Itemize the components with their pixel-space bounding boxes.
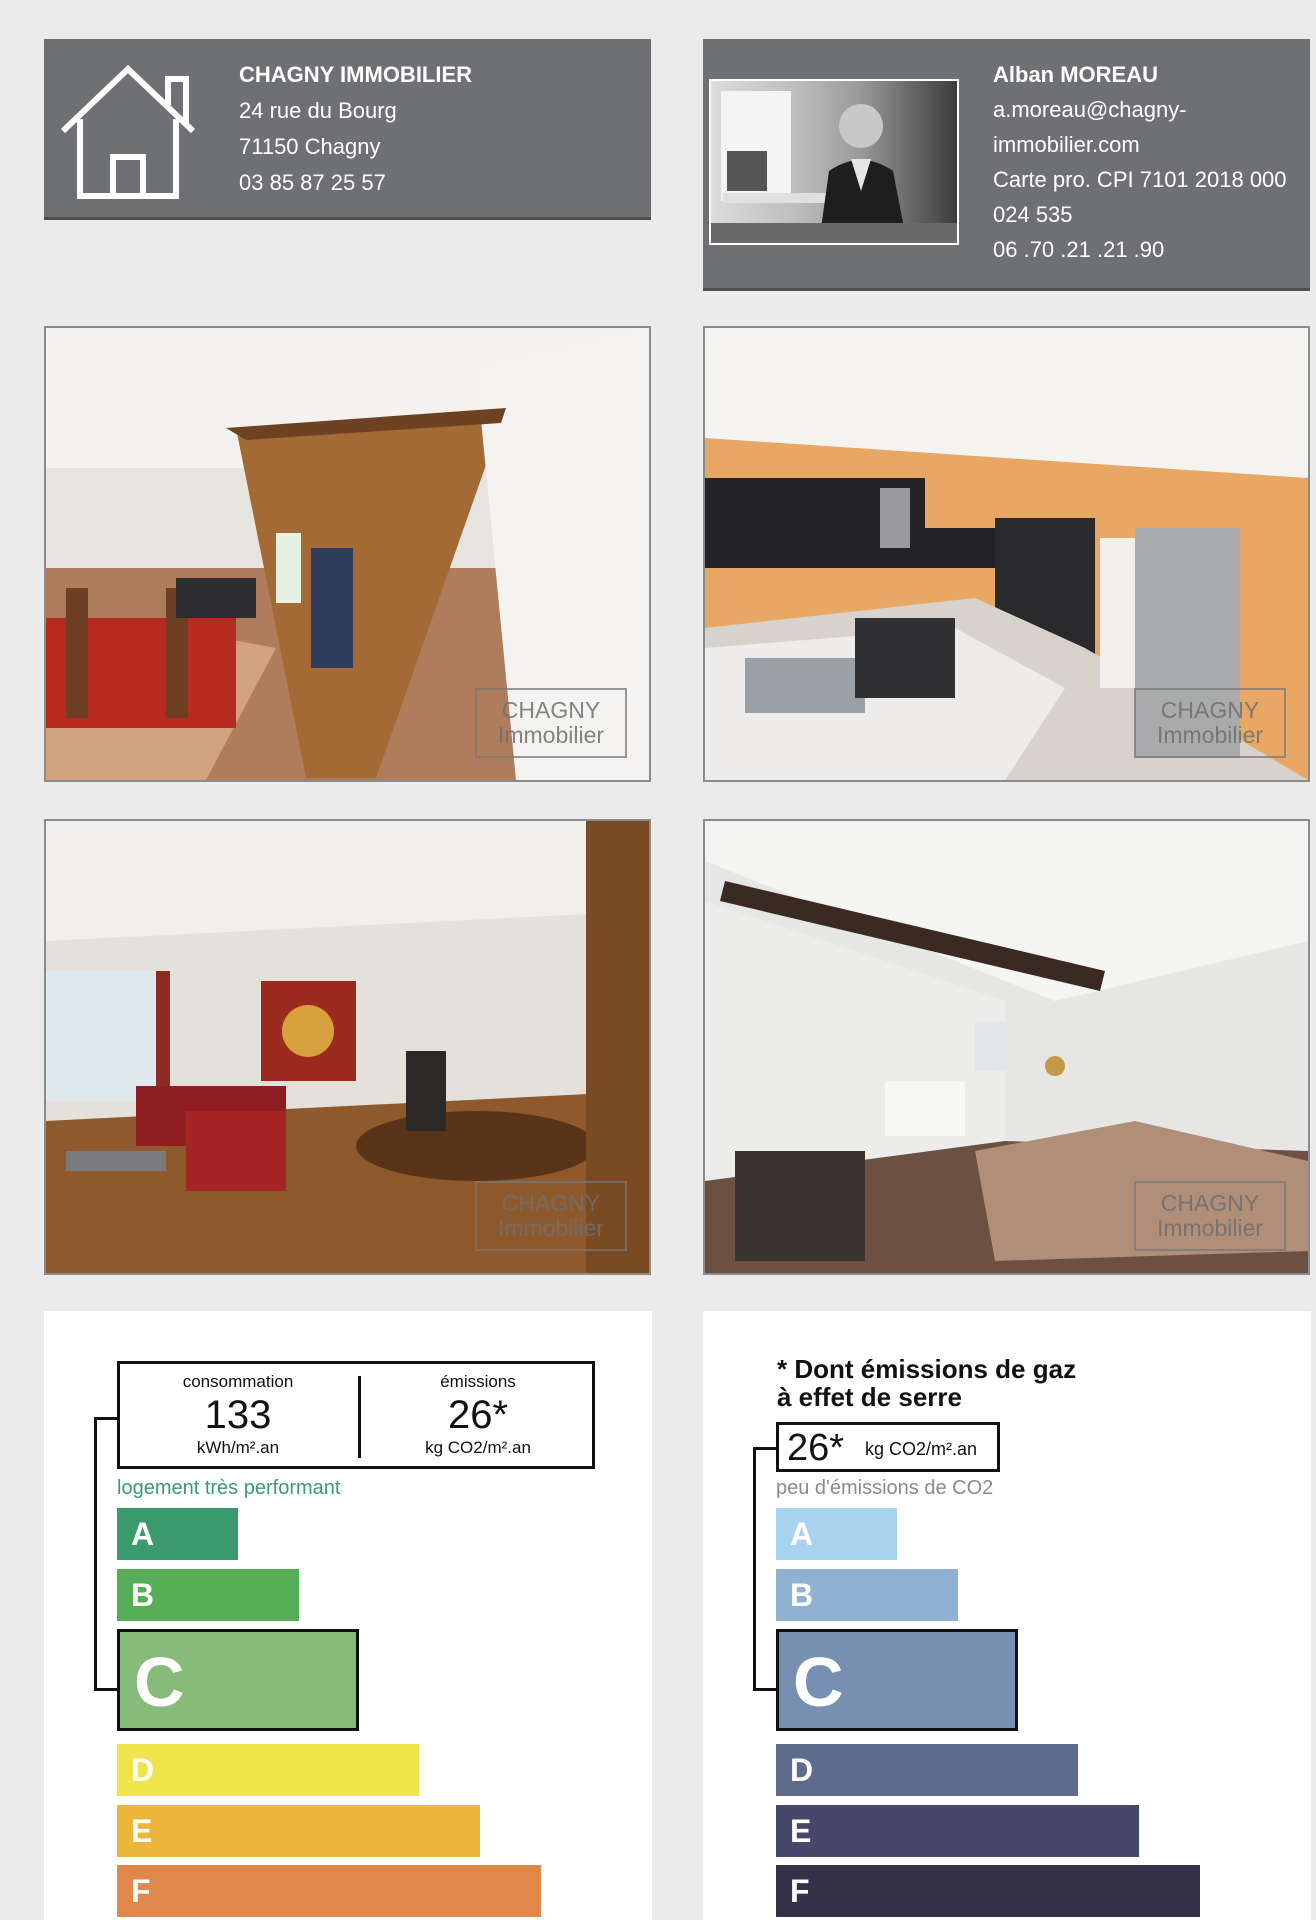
ges-value-box xyxy=(776,1422,1000,1472)
dpe-class-a: A xyxy=(117,1508,238,1560)
dpe-class-d: D xyxy=(117,1744,419,1796)
watermark: CHAGNY Immobilier xyxy=(1134,1181,1286,1251)
ges-bracket xyxy=(753,1447,776,1691)
agent-card-number: Carte pro. CPI 7101 2018 000 024 535 xyxy=(993,167,1287,227)
dpe-caption: logement très performant xyxy=(117,1477,341,1499)
photo-kitchen[interactable] xyxy=(703,326,1310,782)
agent-name: Alban MOREAU xyxy=(993,62,1158,87)
agent-photo xyxy=(709,79,959,245)
ges-class-c: C xyxy=(776,1629,1018,1731)
ges-class-d: D xyxy=(776,1744,1078,1796)
agent-phone[interactable]: 06 .70 .21 .21 .90 xyxy=(993,237,1165,262)
agency-city: 71150 Chagny xyxy=(239,134,381,159)
agent-card xyxy=(703,39,1310,288)
dpe-class-f: F xyxy=(117,1865,541,1917)
ges-panel xyxy=(703,1311,1311,1920)
photo-staircase[interactable] xyxy=(44,326,651,782)
emissions-label: émissions xyxy=(440,1372,516,1391)
ges-class-e: E xyxy=(776,1805,1139,1857)
ges-unit: kg CO2/m².an xyxy=(865,1439,978,1459)
dpe-class-b: B xyxy=(117,1569,299,1621)
ges-value: 26* xyxy=(787,1427,845,1469)
emissions-value: 26* xyxy=(447,1393,509,1437)
consumption-unit: kWh/m².an xyxy=(196,1438,280,1457)
dpe-class-e: E xyxy=(117,1805,480,1857)
ges-class-b: B xyxy=(776,1569,958,1621)
agency-address: 24 rue du Bourg xyxy=(239,98,397,123)
watermark: CHAGNY Immobilier xyxy=(1134,688,1286,758)
dpe-class-c: C xyxy=(117,1629,359,1731)
agency-card xyxy=(44,39,651,217)
emissions-unit: kg CO2/m².an xyxy=(425,1438,531,1457)
consumption-value: 133 xyxy=(204,1393,272,1437)
house-icon xyxy=(58,61,198,201)
ges-caption: peu d'émissions de CO2 xyxy=(776,1477,994,1499)
dpe-summary xyxy=(117,1361,595,1469)
agency-phone[interactable]: 03 85 87 25 57 xyxy=(239,170,386,195)
ges-class-a: A xyxy=(776,1508,897,1560)
photo-bedroom[interactable] xyxy=(703,819,1310,1275)
ges-title: * Dont émissions de gaz à effet de serre xyxy=(777,1354,1077,1412)
ges-class-f: F xyxy=(776,1865,1200,1917)
dpe-panel xyxy=(44,1311,652,1920)
photo-living-room[interactable] xyxy=(44,819,651,1275)
agent-email[interactable]: a.moreau@chagny-immobilier.com xyxy=(993,97,1187,157)
consumption-label: consommation xyxy=(182,1372,294,1391)
dpe-bracket xyxy=(94,1417,117,1691)
watermark: CHAGNY Immobilier xyxy=(475,1181,627,1251)
agency-name: CHAGNY IMMOBILIER xyxy=(239,62,473,87)
watermark: CHAGNY Immobilier xyxy=(475,688,627,758)
